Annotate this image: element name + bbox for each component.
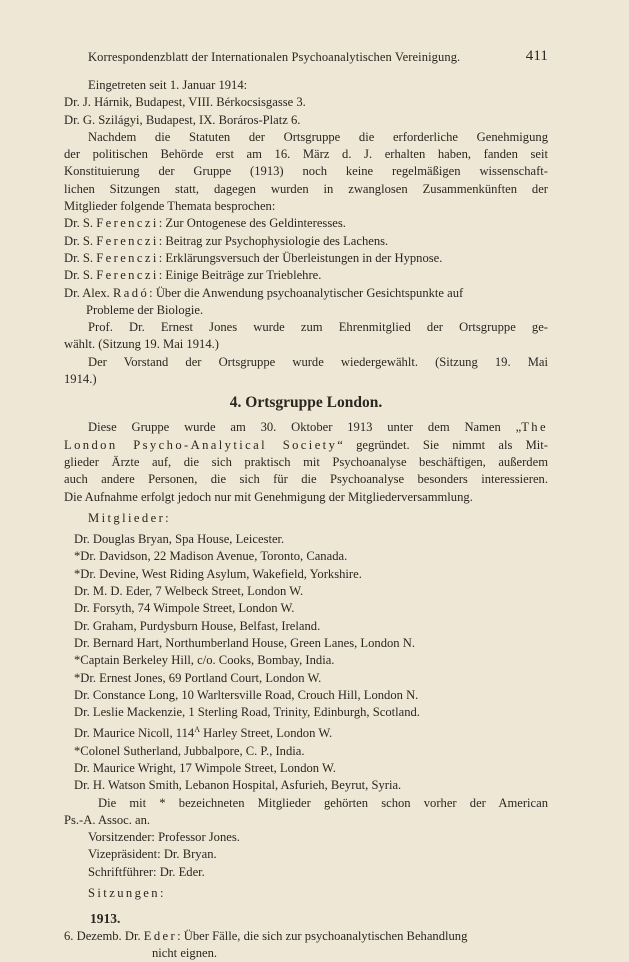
talk-entry: Dr. S. Ferenczi: Zur Ontogenese des Geldinteresses. bbox=[64, 216, 346, 231]
member-entry: Dr. Maurice Nicoll, $114^A$ Harley Street, London W. bbox=[74, 725, 333, 741]
speaker-name: Ferenczi bbox=[96, 250, 159, 265]
intro-line: Diese Gruppe wurde am 30. Oktober 1913 unter dem Namen „The bbox=[88, 420, 548, 435]
paragraph-line: lichen Sitzungen statt, dagegen wurden in zwanglosen Zusammenkünften der bbox=[64, 181, 548, 196]
talk-entry: Dr. S. Ferenczi: Erklärungsversuch der Überleistungen in der Hypnose. bbox=[64, 250, 443, 265]
member-entry: *Dr. Devine, West Riding Asylum, Wakefield, Yorkshire. bbox=[74, 566, 362, 581]
members-label: Mitglieder: bbox=[88, 510, 172, 525]
intro-line: London Psycho-Analytical Society“ gegründet. Sie nimmt als Mit- bbox=[64, 437, 548, 452]
member-entry: *Dr. Davidson, 22 Madison Avenue, Toronto, Canada. bbox=[74, 549, 348, 564]
member-entry: Dr. Maurice Wright, 17 Wimpole Street, London W. bbox=[74, 760, 336, 775]
session-year: 1913. bbox=[90, 911, 121, 927]
speaker-name: Ferenczi bbox=[96, 233, 159, 248]
paragraph-line: 1914.) bbox=[64, 372, 97, 387]
member-entry: Dr. Leslie Mackenzie, 1 Sterling Road, Trinity, Edinburgh, Scotland. bbox=[74, 705, 420, 720]
sessions-label: Sitzungen: bbox=[88, 886, 166, 901]
speaker-name: Ferenczi bbox=[96, 216, 159, 231]
talk-entry: Dr. S. Ferenczi: Beitrag zur Psychophysiologie des Lachens. bbox=[64, 233, 389, 248]
session-entry: 6. Dezemb. Dr. Eder: Über Fälle, die sich zur psychoanalytischen Behandlung bbox=[64, 928, 468, 943]
speaker-name: Ferenczi bbox=[96, 268, 159, 283]
talk-entry: Dr. S. Ferenczi: Einige Beiträge zur Trieblehre. bbox=[64, 268, 322, 283]
paragraph-line: Nachdem die Statuten der Ortsgruppe die erforderliche Genehmigung bbox=[88, 129, 548, 144]
paragraph-line: Der Vorstand der Ortsgruppe wurde wiedergewählt. (Sitzung 19. Mai bbox=[88, 354, 548, 369]
new-member: Dr. J. Hárnik, Budapest, VIII. Bérkocsisgasse 3. bbox=[64, 95, 306, 110]
officer-entry: Vizepräsident: Dr. Bryan. bbox=[88, 847, 217, 862]
member-entry: Dr. Constance Long, 10 Warltersville Road, Crouch Hill, London N. bbox=[74, 687, 419, 702]
member-entry: Dr. Bernard Hart, Northumberland House, Green Lanes, London N. bbox=[74, 635, 415, 650]
talk-entry: Dr. Alex. Radó: Über die Anwendung psychoanalytischer Gesichtspunkte auf bbox=[64, 285, 464, 300]
member-entry: Dr. M. D. Eder, 7 Welbeck Street, London W. bbox=[74, 584, 304, 599]
officer-entry: Schriftführer: Dr. Eder. bbox=[88, 864, 205, 879]
paragraph-line: der politischen Behörde erst am 16. März d. J. erhalten haben, fanden seit bbox=[64, 147, 548, 162]
running-header bbox=[88, 50, 548, 65]
member-entry: *Captain Berkeley Hill, c/o. Cooks, Bombay, India. bbox=[74, 653, 335, 668]
member-entry: Dr. Graham, Purdysburn House, Belfast, Ireland. bbox=[74, 618, 321, 633]
paragraph-line: Konstituierung der Gruppe (1913) noch keine regelmäßigen wissenschaft- bbox=[64, 164, 548, 179]
paragraph-line: Prof. Dr. Ernest Jones wurde zum Ehrenmitglied der Ortsgruppe ge- bbox=[88, 320, 548, 335]
note-line: Die mit * bezeichneten Mitglieder gehörten schon vorher der American bbox=[98, 795, 548, 810]
new-member: Dr. G. Szilágyi, Budapest, IX. Boráros-Platz 6. bbox=[64, 112, 301, 127]
member-entry: Dr. Forsyth, 74 Wimpole Street, London W. bbox=[74, 601, 295, 616]
member-entry: Dr. Douglas Bryan, Spa House, Leicester. bbox=[74, 532, 285, 547]
intro-line: Die Aufnahme erfolgt jedoch nur mit Genehmigung der Mitgliederversammlung. bbox=[64, 489, 473, 504]
section-heading: 4. Ortsgruppe London. bbox=[229, 394, 383, 412]
officer-entry: Vorsitzender: Professor Jones. bbox=[88, 830, 240, 845]
joined-heading: Eingetreten seit 1. Januar 1914: bbox=[88, 78, 248, 92]
page-number: 411 bbox=[525, 48, 548, 64]
page-body bbox=[64, 77, 548, 962]
member-entry: *Colonel Sutherland, Jubbalpore, C. P., India. bbox=[74, 743, 305, 758]
intro-line: glieder Ärzte auf, die sich praktisch mit Psychoanalyse beschäftigen, außerdem bbox=[64, 454, 548, 469]
journal-title: Korrespondenzblatt der Internationalen Psychoanalytischen Vereinigung. bbox=[88, 50, 461, 64]
note-line: Ps.-A. Assoc. an. bbox=[64, 812, 151, 827]
speaker-name: Radó bbox=[112, 285, 150, 300]
intro-line: auch andere Personen, die sich für die Psychoanalyse besonders interessieren. bbox=[64, 472, 548, 487]
paragraph-line: wählt. (Sitzung 19. Mai 1914.) bbox=[64, 337, 219, 352]
member-entry: *Dr. Ernest Jones, 69 Portland Court, London W. bbox=[74, 670, 322, 685]
talk-continuation: Probleme der Biologie. bbox=[86, 302, 204, 317]
paragraph-line: Mitglieder folgende Themata besprochen: bbox=[64, 199, 276, 214]
session-continuation: nicht eignen. bbox=[152, 945, 218, 960]
member-entry: Dr. H. Watson Smith, Lebanon Hospital, Asfurieh, Beyrut, Syria. bbox=[74, 778, 402, 793]
